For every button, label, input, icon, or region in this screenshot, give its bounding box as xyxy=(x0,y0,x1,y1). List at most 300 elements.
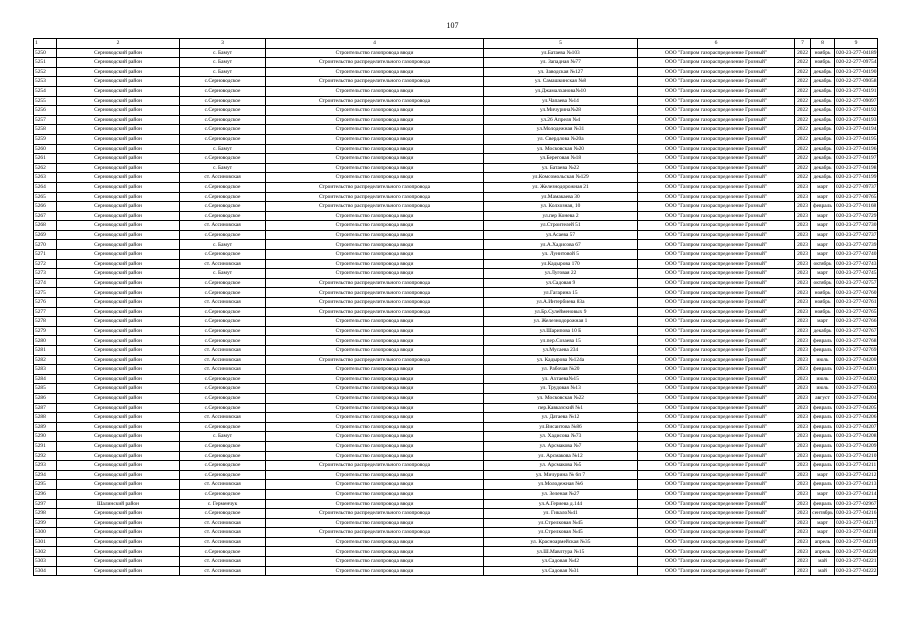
work-type-cell: Строительство газопровода вводи xyxy=(266,480,484,490)
organization-cell: ООО "Газпром газораспределение Грозный" xyxy=(638,96,795,106)
row-number: 5294 xyxy=(34,470,57,480)
row-number: 5288 xyxy=(34,413,57,423)
work-type-cell: Строительство газопровода вводи xyxy=(266,326,484,336)
settlement-cell: ст. Ассиновская xyxy=(180,365,266,375)
table-row xyxy=(34,106,878,116)
district-cell: Серноводский район xyxy=(57,134,180,144)
organization-cell: ООО "Газпром газораспределение Грозный" xyxy=(638,499,795,509)
work-type-cell: Строительство газопровода вводи xyxy=(266,106,484,116)
settlement-cell: с.Серноводское xyxy=(180,154,266,164)
row-number: 5276 xyxy=(34,298,57,308)
registry-number-cell: 020-23-277-04209 xyxy=(836,443,877,450)
organization-cell: ООО "Газпром газораспределение Грозный" xyxy=(638,288,795,298)
settlement-cell: с.Серноводское xyxy=(180,509,266,519)
table-row xyxy=(34,489,878,499)
year-cell: 2022 xyxy=(795,154,811,164)
district-cell: Серноводский район xyxy=(57,182,180,192)
address-cell: ул. Арсмакова №12 xyxy=(484,451,638,461)
table-row xyxy=(34,115,878,125)
organization-cell: ООО "Газпром газораспределение Грозный" xyxy=(638,528,795,538)
settlement-cell: с.Серноводское xyxy=(180,115,266,125)
organization-cell: ООО "Газпром газораспределение Грозный" xyxy=(638,461,795,471)
work-type-cell: Строительство распределительного газопровода xyxy=(266,509,484,519)
row-number: 5300 xyxy=(34,528,57,538)
address-cell: ул. Зеленая №27 xyxy=(484,489,638,499)
registry-number-cell: 020-23-277-04207 xyxy=(836,423,877,430)
registry-table xyxy=(33,38,878,576)
month-cell: март xyxy=(811,518,835,528)
year-cell: 2023 xyxy=(795,509,811,519)
settlement-cell: с.Серноводское xyxy=(180,192,266,202)
table-row xyxy=(34,230,878,240)
registry-number-cell: 020-23-277-04196 xyxy=(836,145,877,152)
settlement-cell: ст. Ассиновская xyxy=(180,566,266,576)
district-cell: Серноводский район xyxy=(57,384,180,394)
organization-cell: ООО "Газпром газораспределение Грозный" xyxy=(638,489,795,499)
row-number: 5265 xyxy=(34,192,57,202)
table-row xyxy=(34,221,878,231)
row-number: 5299 xyxy=(34,518,57,528)
row-number: 5289 xyxy=(34,422,57,432)
table-row xyxy=(34,384,878,394)
work-type-cell: Строительство газопровода вводи xyxy=(266,230,484,240)
row-number: 5261 xyxy=(34,154,57,164)
row-number: 5251 xyxy=(34,58,57,68)
year-cell: 2022 xyxy=(795,173,811,183)
address-cell: ул. Московская №22 xyxy=(484,393,638,403)
row-number: 5279 xyxy=(34,326,57,336)
address-cell: ул.Садовая №31 xyxy=(484,566,638,576)
registry-number-cell: 020-23-277-04204 xyxy=(836,395,877,402)
row-number: 5280 xyxy=(34,336,57,346)
table-row xyxy=(34,403,878,413)
table-row xyxy=(34,278,878,288)
row-number: 5275 xyxy=(34,288,57,298)
district-cell: Серноводский район xyxy=(57,461,180,471)
row-number: 5255 xyxy=(34,96,57,106)
address-cell: ул.Садовая №42 xyxy=(484,557,638,567)
address-cell: ул.Мичурина№28 xyxy=(484,106,638,116)
table-row xyxy=(34,547,878,557)
registry-number-cell: 020-23-277-02757 xyxy=(836,279,877,286)
organization-cell: ООО "Газпром газораспределение Грозный" xyxy=(638,106,795,116)
settlement-cell: с.Серноводское xyxy=(180,461,266,471)
work-type-cell: Строительство распределительного газопровода xyxy=(266,528,484,538)
work-type-cell: Строительство газопровода вводи xyxy=(266,422,484,432)
month-cell: март xyxy=(811,250,835,260)
table-row xyxy=(34,374,878,384)
table-row xyxy=(34,461,878,471)
row-number: 5258 xyxy=(34,125,57,135)
table-row xyxy=(34,288,878,298)
year-cell: 2023 xyxy=(795,317,811,327)
address-cell: ул.Бр.Сулейменовых 9 xyxy=(484,307,638,317)
work-type-cell: Строительство газопровода вводи xyxy=(266,470,484,480)
address-cell: ул. Лунитовой 5 xyxy=(484,250,638,260)
registry-number-cell: 020-22-277-09058 xyxy=(836,78,877,85)
column-header: 1 xyxy=(34,39,57,49)
registry-number-cell: 020-23-277-02743 xyxy=(836,260,877,267)
month-cell: декабрь xyxy=(811,67,835,77)
address-cell: ул.Строителей 51 xyxy=(484,221,638,231)
registry-number-cell: 020-23-277-04218 xyxy=(836,529,877,536)
row-number: 5259 xyxy=(34,134,57,144)
table-row xyxy=(34,509,878,519)
district-cell: Серноводский район xyxy=(57,288,180,298)
district-cell: Серноводский район xyxy=(57,528,180,538)
address-cell: пер.Кавказский №1 xyxy=(484,403,638,413)
address-cell: ул.А.Интербиева 83а xyxy=(484,298,638,308)
year-cell: 2023 xyxy=(795,269,811,279)
settlement-cell: ст. Ассиновская xyxy=(180,355,266,365)
row-number: 5304 xyxy=(34,566,57,576)
district-cell: Серноводский район xyxy=(57,269,180,279)
organization-cell: ООО "Газпром газораспределение Грозный" xyxy=(638,413,795,423)
district-cell: Серноводский район xyxy=(57,547,180,557)
row-number: 5267 xyxy=(34,211,57,221)
year-cell: 2023 xyxy=(795,202,811,212)
registry-number-cell: 020-23-277-02767 xyxy=(836,327,877,334)
year-cell: 2023 xyxy=(795,374,811,384)
year-cell: 2023 xyxy=(795,336,811,346)
row-number: 5283 xyxy=(34,365,57,375)
settlement-cell: с.Серноводское xyxy=(180,451,266,461)
year-cell: 2023 xyxy=(795,470,811,480)
address-cell: ул.Чапаева №14 xyxy=(484,96,638,106)
address-cell: ул.26 Апреля №4 xyxy=(484,115,638,125)
registry-number-cell: 020-23-277-04195 xyxy=(836,136,877,143)
settlement-cell: с.Серноводское xyxy=(180,374,266,384)
table-row xyxy=(34,537,878,547)
row-number: 5271 xyxy=(34,250,57,260)
registry-number-cell: 020-23-277-02730 xyxy=(836,222,877,229)
work-type-cell: Строительство газопровода вводи xyxy=(266,86,484,96)
address-cell: ул.Береговая №18 xyxy=(484,154,638,164)
settlement-cell: с.Серноводское xyxy=(180,278,266,288)
settlement-cell: ст. Ассиновская xyxy=(180,537,266,547)
address-cell: ул. Арсмакова №5 xyxy=(484,461,638,471)
year-cell: 2022 xyxy=(795,106,811,116)
district-cell: Серноводский район xyxy=(57,480,180,490)
district-cell: Серноводский район xyxy=(57,221,180,231)
month-cell: март xyxy=(811,528,835,538)
organization-cell: ООО "Газпром газораспределение Грозный" xyxy=(638,374,795,384)
organization-cell: ООО "Газпром газораспределение Грозный" xyxy=(638,250,795,260)
year-cell: 2023 xyxy=(795,259,811,269)
registry-number-cell: 020-23-277-04221 xyxy=(836,558,877,565)
district-cell: Серноводский район xyxy=(57,211,180,221)
table-row xyxy=(34,144,878,154)
settlement-cell: с. Бамут xyxy=(180,163,266,173)
month-cell: ноябрь xyxy=(811,307,835,317)
work-type-cell: Строительство газопровода вводи xyxy=(266,250,484,260)
month-cell: май xyxy=(811,566,835,576)
settlement-cell: ст. Ассиновская xyxy=(180,259,266,269)
district-cell: Шалинский район xyxy=(57,499,180,509)
work-type-cell: Строительство газопровода вводи xyxy=(266,115,484,125)
district-cell: Серноводский район xyxy=(57,374,180,384)
work-type-cell: Строительство газопровода вводи xyxy=(266,499,484,509)
organization-cell: ООО "Газпром газораспределение Грозный" xyxy=(638,384,795,394)
registry-number-cell: 020-23-277-02967 xyxy=(836,500,877,507)
organization-cell: ООО "Газпром газораспределение Грозный" xyxy=(638,393,795,403)
year-cell: 2023 xyxy=(795,451,811,461)
year-cell: 2022 xyxy=(795,67,811,77)
organization-cell: ООО "Газпром газораспределение Грозный" xyxy=(638,432,795,442)
district-cell: Серноводский район xyxy=(57,163,180,173)
year-cell: 2023 xyxy=(795,355,811,365)
address-cell: ул.Молодежная №31 xyxy=(484,125,638,135)
registry-number-cell: 020-23-277-04217 xyxy=(836,519,877,526)
work-type-cell: Строительство газопровода вводи xyxy=(266,144,484,154)
work-type-cell: Строительство распределительного газопровода xyxy=(266,182,484,192)
organization-cell: ООО "Газпром газораспределение Грозный" xyxy=(638,537,795,547)
settlement-cell: ст. Ассиновская xyxy=(180,557,266,567)
year-cell: 2023 xyxy=(795,518,811,528)
address-cell: ул. Свердлова №20а xyxy=(484,134,638,144)
row-number: 5250 xyxy=(34,48,57,58)
table-row xyxy=(34,432,878,442)
district-cell: Серноводский район xyxy=(57,365,180,375)
settlement-cell: с.Серноводское xyxy=(180,336,266,346)
year-cell: 2022 xyxy=(795,115,811,125)
row-number: 5290 xyxy=(34,432,57,442)
year-cell: 2023 xyxy=(795,480,811,490)
registry-number-cell: 020-23-277-04205 xyxy=(836,404,877,411)
work-type-cell: Строительство газопровода вводи xyxy=(266,432,484,442)
year-cell: 2023 xyxy=(795,441,811,451)
settlement-cell: с.Серноводское xyxy=(180,202,266,212)
work-type-cell: Строительство газопровода вводи xyxy=(266,557,484,567)
settlement-cell: с.Серноводское xyxy=(180,134,266,144)
registry-number-cell: 020-23-277-02740 xyxy=(836,251,877,258)
registry-number-cell: 020-23-277-02765 xyxy=(836,308,877,315)
address-cell: ул.Висаитова №86 xyxy=(484,422,638,432)
year-cell: 2022 xyxy=(795,163,811,173)
organization-cell: ООО "Газпром газораспределение Грозный" xyxy=(638,336,795,346)
address-cell: ул. Красноармейская №35 xyxy=(484,537,638,547)
column-header: 3 xyxy=(180,39,266,49)
settlement-cell: с.Серноводское xyxy=(180,489,266,499)
work-type-cell: Строительство газопровода вводи xyxy=(266,403,484,413)
row-number: 5262 xyxy=(34,163,57,173)
row-number: 5253 xyxy=(34,77,57,87)
organization-cell: ООО "Газпром газораспределение Грозный" xyxy=(638,211,795,221)
year-cell: 2022 xyxy=(795,58,811,68)
table-row xyxy=(34,163,878,173)
work-type-cell: Строительство газопровода вводи xyxy=(266,221,484,231)
registry-number-cell: 020-23-277-02761 xyxy=(836,299,877,306)
month-cell: декабрь xyxy=(811,154,835,164)
settlement-cell: с.Серноводское xyxy=(180,422,266,432)
year-cell: 2023 xyxy=(795,537,811,547)
table-row xyxy=(34,365,878,375)
organization-cell: ООО "Газпром газораспределение Грозный" xyxy=(638,451,795,461)
year-cell: 2022 xyxy=(795,77,811,87)
district-cell: Серноводский район xyxy=(57,259,180,269)
column-header: 6 xyxy=(638,39,795,49)
month-cell: октябрь xyxy=(811,278,835,288)
year-cell: 2023 xyxy=(795,346,811,356)
organization-cell: ООО "Газпром газораспределение Грозный" xyxy=(638,346,795,356)
district-cell: Серноводский район xyxy=(57,566,180,576)
district-cell: Серноводский район xyxy=(57,403,180,413)
year-cell: 2023 xyxy=(795,403,811,413)
organization-cell: ООО "Газпром газораспределение Грозный" xyxy=(638,547,795,557)
month-cell: март xyxy=(811,192,835,202)
work-type-cell: Строительство распределительного газопровода xyxy=(266,355,484,365)
address-cell: ул. Рабочая №20 xyxy=(484,365,638,375)
row-number: 5269 xyxy=(34,230,57,240)
table-row xyxy=(34,86,878,96)
district-cell: Серноводский район xyxy=(57,106,180,116)
month-cell: март xyxy=(811,240,835,250)
work-type-cell: Строительство газопровода вводи xyxy=(266,547,484,557)
table-row xyxy=(34,240,878,250)
district-cell: Серноводский район xyxy=(57,240,180,250)
address-cell: ул. Мичурина № 6п 7 xyxy=(484,470,638,480)
row-number: 5297 xyxy=(34,499,57,509)
organization-cell: ООО "Газпром газораспределение Грозный" xyxy=(638,58,795,68)
table-row xyxy=(34,154,878,164)
work-type-cell: Строительство газопровода вводи xyxy=(266,518,484,528)
work-type-cell: Строительство газопровода вводи xyxy=(266,154,484,164)
column-header: 5 xyxy=(484,39,638,49)
year-cell: 2022 xyxy=(795,144,811,154)
address-cell: ул.Батаева №103 xyxy=(484,48,638,58)
year-cell: 2023 xyxy=(795,499,811,509)
address-cell: ул. Московская №20 xyxy=(484,144,638,154)
organization-cell: ООО "Газпром газораспределение Грозный" xyxy=(638,48,795,58)
month-cell: февраль xyxy=(811,461,835,471)
settlement-cell: с. Бамут xyxy=(180,144,266,154)
address-cell: ул. Железнодорожная 1 xyxy=(484,317,638,327)
district-cell: Серноводский район xyxy=(57,470,180,480)
month-cell: февраль xyxy=(811,432,835,442)
table-row xyxy=(34,173,878,183)
table-row xyxy=(34,192,878,202)
table-row xyxy=(34,298,878,308)
registry-number-cell: 020-22-277-09754 xyxy=(836,59,877,66)
work-type-cell: Строительство газопровода вводи xyxy=(266,393,484,403)
row-number: 5296 xyxy=(34,489,57,499)
month-cell: июль xyxy=(811,384,835,394)
registry-number-cell: 020-23-277-04210 xyxy=(836,452,877,459)
table-row xyxy=(34,355,878,365)
address-cell: ул.Джамалханова№10 xyxy=(484,86,638,96)
district-cell: Серноводский район xyxy=(57,125,180,135)
work-type-cell: Строительство газопровода вводи xyxy=(266,67,484,77)
month-cell: март xyxy=(811,269,835,279)
table-row xyxy=(34,480,878,490)
month-cell: октябрь xyxy=(811,259,835,269)
month-cell: ноябрь xyxy=(811,298,835,308)
organization-cell: ООО "Газпром газораспределение Грозный" xyxy=(638,77,795,87)
year-cell: 2023 xyxy=(795,432,811,442)
table-body xyxy=(34,39,878,576)
address-cell: ул. Датаева №12 xyxy=(484,413,638,423)
work-type-cell: Строительство газопровода вводи xyxy=(266,537,484,547)
work-type-cell: Строительство распределительного газопровода xyxy=(266,96,484,106)
row-number: 5284 xyxy=(34,374,57,384)
registry-number-cell: 020-22-277-09097 xyxy=(836,97,877,104)
row-number: 5264 xyxy=(34,182,57,192)
month-cell: март xyxy=(811,221,835,231)
organization-cell: ООО "Газпром газораспределение Грозный" xyxy=(638,221,795,231)
settlement-cell: ст. Ассиновская xyxy=(180,221,266,231)
month-cell: декабрь xyxy=(811,106,835,116)
registry-number-cell: 020-23-277-02737 xyxy=(836,231,877,238)
district-cell: Серноводский район xyxy=(57,86,180,96)
table-row xyxy=(34,326,878,336)
settlement-cell: с.Серноводское xyxy=(180,384,266,394)
settlement-cell: с.Серноводское xyxy=(180,86,266,96)
registry-number-cell: 020-23-277-04213 xyxy=(836,481,877,488)
year-cell: 2023 xyxy=(795,461,811,471)
year-cell: 2023 xyxy=(795,288,811,298)
address-cell: ул. Арсмакова №7 xyxy=(484,441,638,451)
registry-number-cell: 020-23-277-04222 xyxy=(836,567,877,574)
month-cell: декабрь xyxy=(811,326,835,336)
table-row xyxy=(34,566,878,576)
month-cell: сентябрь xyxy=(812,510,833,517)
registry-number-cell: 020-23-277-04202 xyxy=(836,375,877,382)
address-cell: ул. Ахтаева№15 xyxy=(484,374,638,384)
settlement-cell: с.Серноводское xyxy=(180,250,266,260)
table-row xyxy=(34,259,878,269)
settlement-cell: с.Серноводское xyxy=(180,326,266,336)
district-cell: Серноводский район xyxy=(57,96,180,106)
address-cell: ул.Луговая 22 xyxy=(484,269,638,279)
registry-number-cell: 020-23-277-02760 xyxy=(836,289,877,296)
organization-cell: ООО "Газпром газораспределение Грозный" xyxy=(638,125,795,135)
year-cell: 2022 xyxy=(795,134,811,144)
table-row xyxy=(34,393,878,403)
address-cell: ул. Трудовая №13 xyxy=(484,384,638,394)
address-cell: ул. Самашкинская №8 xyxy=(484,77,638,87)
row-number: 5256 xyxy=(34,106,57,116)
month-cell: март xyxy=(811,211,835,221)
table-row xyxy=(34,317,878,327)
district-cell: Серноводский район xyxy=(57,154,180,164)
year-cell: 2023 xyxy=(795,547,811,557)
district-cell: Серноводский район xyxy=(57,326,180,336)
year-cell: 2022 xyxy=(795,125,811,135)
organization-cell: ООО "Газпром газораспределение Грозный" xyxy=(638,192,795,202)
year-cell: 2023 xyxy=(795,298,811,308)
district-cell: Серноводский район xyxy=(57,422,180,432)
organization-cell: ООО "Газпром газораспределение Грозный" xyxy=(638,355,795,365)
row-number: 5270 xyxy=(34,240,57,250)
work-type-cell: Строительство газопровода вводи xyxy=(266,240,484,250)
district-cell: Серноводский район xyxy=(57,441,180,451)
row-number: 5268 xyxy=(34,221,57,231)
year-cell: 2023 xyxy=(795,192,811,202)
district-cell: Серноводский район xyxy=(57,355,180,365)
month-cell: декабрь xyxy=(811,144,835,154)
work-type-cell: Строительство распределительного газопровода xyxy=(266,202,484,212)
table-row xyxy=(34,346,878,356)
work-type-cell: Строительство газопровода вводи xyxy=(266,441,484,451)
registry-number-cell: 020-23-277-04198 xyxy=(836,164,877,171)
organization-cell: ООО "Газпром газораспределение Грозный" xyxy=(638,326,795,336)
work-type-cell: Строительство газопровода вводи xyxy=(266,336,484,346)
district-cell: Серноводский район xyxy=(57,58,180,68)
work-type-cell: Строительство газопровода вводи xyxy=(266,566,484,576)
settlement-cell: с.Серноводское xyxy=(180,441,266,451)
work-type-cell: Строительство распределительного газопровода xyxy=(266,307,484,317)
month-cell: февраль xyxy=(811,441,835,451)
